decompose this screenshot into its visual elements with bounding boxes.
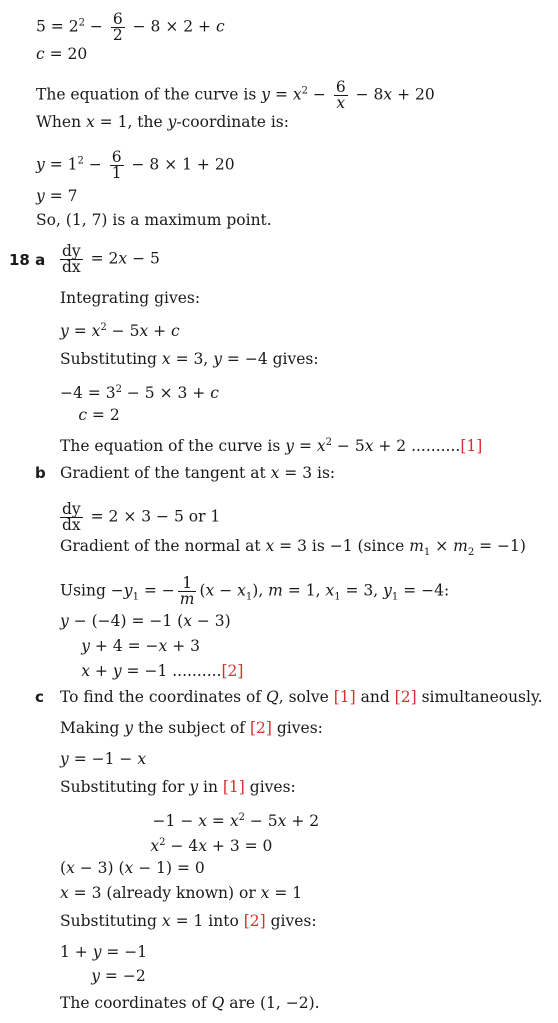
equation-reference: [1] (222, 778, 245, 796)
text-line: Substituting x = 1 into [2] gives: (60, 912, 317, 930)
equation-line: 1 + y = −1 (60, 943, 148, 961)
text-line: Substituting for y in [1] gives: (60, 778, 296, 796)
derivative-line: $\frac{dy}{dx}$ = 2 × 3 − 5 or 1 (62, 500, 221, 534)
equation-line: y − (−4) = −1 (x − 3) (60, 612, 231, 630)
equation-reference: [2] (394, 688, 417, 706)
text-line: Substituting x = 3, y = −4 gives: (60, 350, 319, 368)
equation-reference: [1] (333, 688, 356, 706)
text-line: So, (1, 7) is a maximum point. (36, 211, 272, 229)
equation-reference: [1] (460, 437, 483, 456)
text-line: The equation of the curve is $y = x^2 - 5x + 2$ ..........[1] (60, 437, 483, 456)
equation-line: c = 2 (78, 406, 120, 424)
text-line: The equation of the curve is $y = x^2$ − $\frac{6}{x}$ − 8x + 20 (36, 78, 435, 112)
equation-line: y = 7 (36, 187, 78, 205)
equation-line: $x^2 - 4x + 3 = 0$ (150, 837, 273, 856)
equation-line: y + 4 = −x + 3 (81, 637, 200, 655)
equation-line: x + y = −1 ..........[2] (81, 662, 244, 680)
fraction: $\frac{6}{x}$ (335, 78, 346, 112)
fraction: $\frac{6}{1}$ (111, 148, 122, 182)
equation-line: (x − 3) (x − 1) = 0 (60, 859, 205, 877)
question-number: 18 a (9, 251, 46, 269)
equation-line: $y = 1^2$ − $\frac{6}{1}$ − 8 × 1 + 20 (36, 148, 235, 182)
part-label: c (35, 688, 44, 706)
derivative-fraction: $\frac{dy}{dx}$ (62, 242, 81, 276)
text-line: Making y the subject of [2] gives: (60, 719, 323, 737)
derivative-fraction: $\frac{dy}{dx}$ (62, 500, 81, 534)
equation-line: $-1 - x = x^2 - 5x + 2$ (152, 812, 320, 831)
fraction: $\frac{6}{2}$ (112, 10, 123, 44)
equation-reference: [2] (249, 719, 272, 737)
text-line: Gradient of the tangent at x = 3 is: (60, 464, 336, 482)
equation-line: $Using -y_1$ = − $\frac{1}{m}$ $(x - x_1)$, m = 1, $x_1 = 3$, $y_1 = -4$: (60, 574, 450, 608)
part-label: b (35, 464, 46, 482)
text-line: Integrating gives: (60, 289, 201, 307)
equation-line: $y = x^2 - 5x + c$ (60, 322, 180, 341)
text-line: The coordinates of Q are (1, −2). (60, 994, 320, 1012)
text-line: To find the coordinates of Q, solve [1] and [2] simultaneously. (60, 688, 543, 706)
text-line: Gradient of the normal at x = 3 is −1 (since $m_1 \times m_2 = -1$) (60, 537, 526, 559)
fraction: $\frac{1}{m}$ (179, 574, 195, 608)
equation-reference: [2] (243, 912, 266, 930)
equation-line: x = 3 (already known) or x = 1 (60, 884, 303, 902)
equation-reference: [2] (221, 662, 244, 680)
derivative-line: $\frac{dy}{dx}$ = 2x − 5 (62, 242, 160, 276)
equation-line: y = −1 − x (60, 750, 147, 768)
equation-line: y = −2 (91, 967, 146, 985)
equation-line: c = 20 (36, 45, 88, 63)
equation-line: $5 = 2^2$ − $\frac{6}{2}$ − 8 × 2 + c (36, 10, 225, 44)
text-line: When x = 1, the y-coordinate is: (36, 113, 289, 131)
equation-line: $-4 = 3^2 - 5 \times 3 + c$ (60, 384, 219, 403)
